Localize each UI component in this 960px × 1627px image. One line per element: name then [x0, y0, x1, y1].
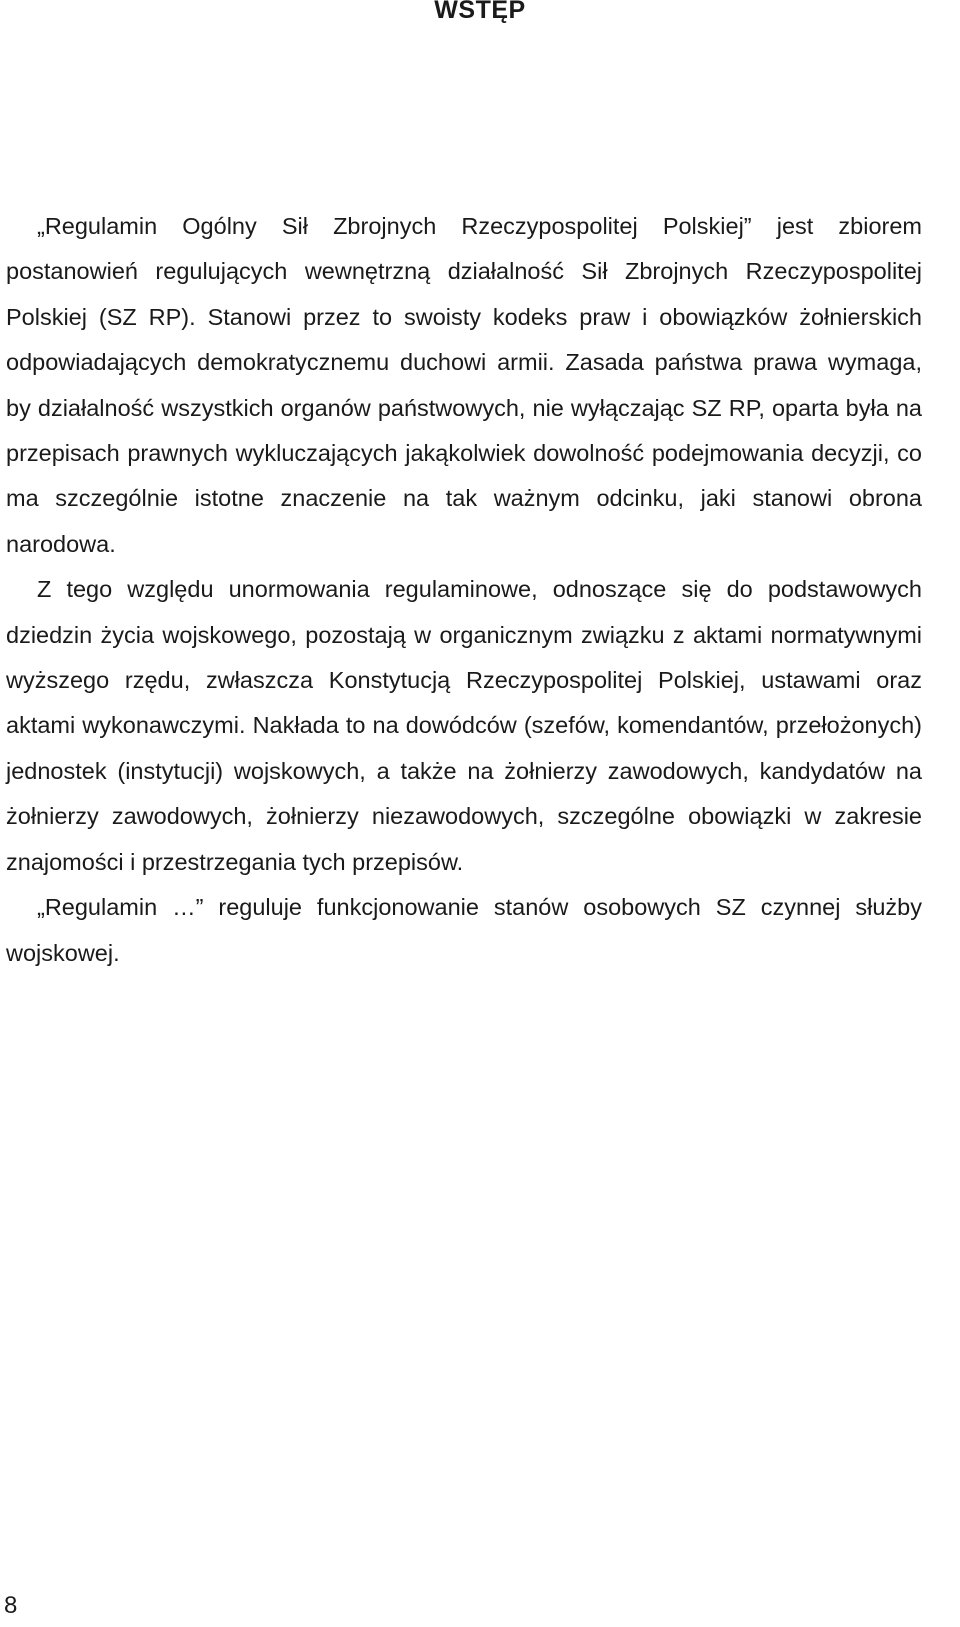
paragraph-scope: „Regulamin …” reguluje funkcjonowanie stanów osobowych SZ czynnej służby wojskowej.: [6, 894, 922, 966]
paragraph-legal-context: Z tego względu unormowania regulaminowe, odnoszące się do podstawowych dziedzin życia wojskowego, pozostają w organicznym związku z aktami normatywnymi wyższego rzędu, zwłaszcza Konstytucją Rzeczypospolitej Polskiej, ustawami oraz aktami wykonawczymi. Nakłada to na dowódców (szefów, komendantów, przełożonych) jednostek (instytucji) wojskowych, a także na żołnierzy zawodowych, kandydatów na żołnierzy zawodowych, żołnierzy niezawodowych, szczególne obowiązki w zakresie znajomości i przestrzegania tych przepisów.: [6, 576, 922, 875]
page-title: WSTĘP: [434, 0, 526, 24]
document-body: [6, 204, 922, 976]
paragraph-introduction: „Regulamin Ogólny Sił Zbrojnych Rzeczypospolitej Polskiej” jest zbiorem postanowień regulujących wewnętrzną działalność Sił Zbrojnych Rzeczypospolitej Polskiej (SZ RP). Stanowi przez to swoisty kodeks praw i obowiązków żołnierskich odpowiadających demokratycznemu duchowi armii. Zasada państwa prawa wymaga, by działalność wszystkich organów państwowych, nie wyłączając SZ RP, oparta była na przepisach prawnych wykluczających jakąkolwiek dowolność podejmowania decyzji, co ma szczególnie istotne znaczenie na tak ważnym odcinku, jaki stanowi obrona narodowa.: [6, 213, 922, 557]
page-number: 8: [4, 1592, 18, 1619]
